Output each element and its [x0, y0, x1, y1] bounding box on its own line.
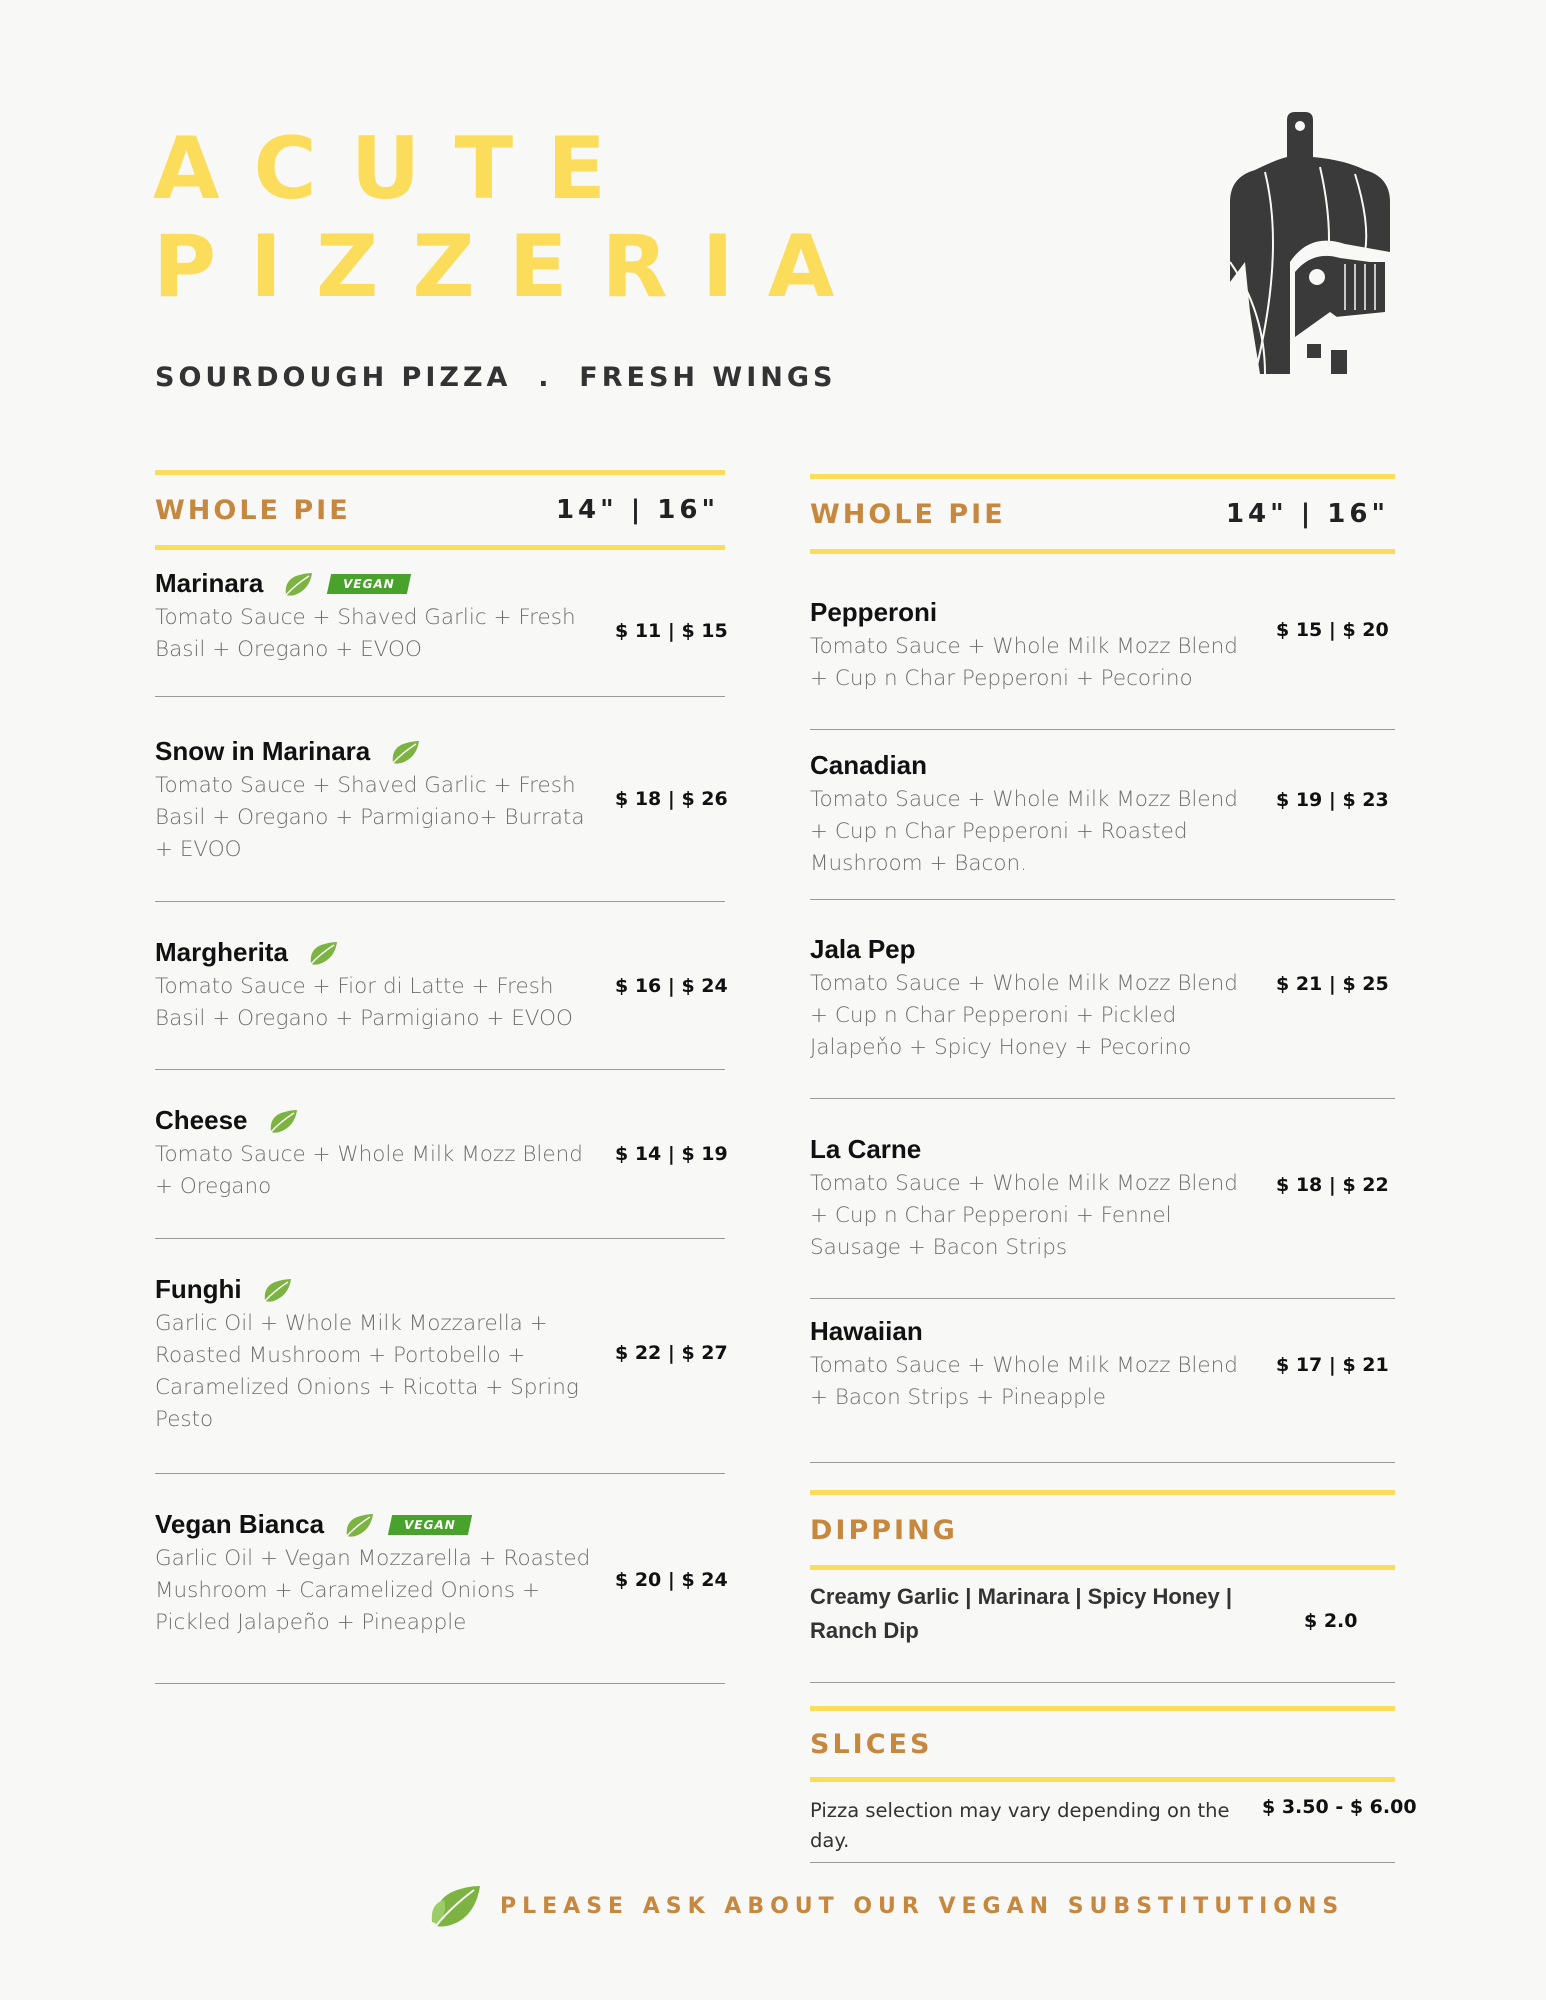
size-labels: 14" | 16": [1225, 499, 1389, 529]
item-name: [810, 934, 916, 965]
item-name-text: La Carne: [810, 1134, 922, 1164]
menu-item: [810, 1098, 1395, 1299]
item-price: $ 11 | $ 15: [615, 620, 728, 642]
leaf-icon: [430, 1882, 482, 1930]
tagline: SOURDOUGH PIZZA . FRESH WINGS: [155, 362, 837, 393]
item-description: Tomato Sauce + Whole Milk Mozz Blend + Cup n Char Pepperoni + Pecorino: [810, 634, 1238, 691]
item-price: $ 20 | $ 24: [615, 1569, 728, 1591]
item-description: Tomato Sauce + Whole Milk Mozz Blend + Cup n Char Pepperoni + Pickled Jalapeňo + Spicy Honey + Pecorino: [810, 971, 1238, 1060]
item-name: [155, 1105, 298, 1136]
item-price: $ 17 | $ 21: [1276, 1354, 1389, 1376]
item-name-text: Jala Pep: [810, 934, 916, 964]
size-labels: 14" | 16": [555, 495, 719, 525]
item-description: Garlic Oil + Whole Milk Mozzarella + Roasted Mushroom + Portobello + Caramelized Onions + Ricotta + Spring Pesto: [155, 1311, 579, 1432]
item-name-text: Cheese: [155, 1105, 248, 1135]
item-description: Tomato Sauce + Whole Milk Mozz Blend + Cup n Char Pepperoni + Roasted Mushroom + Bacon.: [810, 787, 1238, 876]
menu-item: [810, 899, 1395, 1099]
leaf-icon: [268, 1108, 298, 1134]
slices-item: [810, 1782, 1417, 1863]
item-name-text: Margherita: [155, 937, 288, 967]
restaurant-title: [153, 120, 868, 316]
left-menu-column: [155, 470, 725, 550]
title-line-1: ACUTE: [153, 119, 640, 219]
slices-title: SLICES: [810, 1728, 933, 1760]
item-name: [810, 1316, 923, 1347]
item-name: [810, 1134, 921, 1165]
item-description: Tomato Sauce + Whole Milk Mozz Blend + Cup n Char Pepperoni + Fennel Sausage + Bacon Strips: [810, 1171, 1238, 1260]
right-menu-column: [810, 474, 1395, 554]
item-name: [155, 1509, 470, 1540]
item-price: $ 22 | $ 27: [615, 1342, 728, 1364]
item-description: Tomato Sauce + Whole Milk Mozz Blend + Bacon Strips + Pineapple: [810, 1353, 1238, 1410]
menu-item: [155, 1069, 728, 1239]
leaf-icon: [283, 571, 313, 597]
item-name: [155, 736, 420, 767]
dipping-item: [810, 1570, 1395, 1683]
item-description: Tomato Sauce + Shaved Garlic + Fresh Basil + Oregano + EVOO: [155, 605, 576, 662]
item-name-text: Snow in Marinara: [155, 736, 371, 766]
item-price: $ 14 | $ 19: [615, 1143, 728, 1165]
slices-header: [810, 1706, 1395, 1782]
section-title: WHOLE PIE: [810, 498, 1006, 530]
footer: [430, 1882, 1344, 1930]
menu-item: [155, 548, 728, 697]
dipping-title: DIPPING: [810, 1514, 958, 1546]
vegan-badge: VEGAN: [327, 574, 411, 594]
item-name-text: Hawaiian: [810, 1316, 923, 1346]
item-name-text: Vegan Bianca: [155, 1509, 325, 1539]
item-name: [155, 568, 409, 599]
item-name: [810, 750, 927, 781]
pizza-board-barn-logo-icon: [1225, 112, 1395, 377]
dipping-price: $ 2.0: [1304, 1610, 1358, 1632]
menu-item: [155, 1238, 728, 1474]
item-price: $ 15 | $ 20: [1276, 619, 1389, 641]
dipping-options: Creamy Garlic | Marinara | Spicy Honey | Ranch Dip: [810, 1584, 1232, 1643]
leaf-icon: [262, 1277, 292, 1303]
item-name: [155, 1274, 292, 1305]
section-title: WHOLE PIE: [155, 494, 351, 526]
whole-pie-header-right: [810, 474, 1395, 554]
menu-item: [810, 1298, 1395, 1463]
item-name-text: Canadian: [810, 750, 928, 780]
leaf-icon: [390, 739, 420, 765]
slices-section: [810, 1706, 1417, 1852]
item-name: [810, 597, 937, 628]
leaf-icon: [344, 1512, 374, 1538]
title-line-2: PIZZERIA: [153, 217, 869, 317]
item-name-text: Pepperoni: [810, 597, 938, 627]
dipping-header: [810, 1490, 1395, 1570]
item-price: $ 21 | $ 25: [1276, 973, 1389, 995]
menu-item: [155, 696, 728, 902]
item-name-text: Funghi: [155, 1274, 242, 1304]
item-name: [155, 937, 338, 968]
item-description: Garlic Oil + Vegan Mozzarella + Roasted Mushroom + Caramelized Onions + Pickled Jalapeño + Pineapple: [155, 1546, 591, 1635]
footer-text: PLEASE ASK ABOUT OUR VEGAN SUBSTITUTIONS: [500, 1893, 1345, 1919]
menu-item: [155, 901, 728, 1070]
menu-item: [810, 555, 1395, 730]
item-price: $ 16 | $ 24: [615, 975, 728, 997]
item-name-text: Marinara: [155, 568, 264, 598]
whole-pie-header-left: [155, 470, 725, 550]
item-description: Tomato Sauce + Fior di Latte + Fresh Basil + Oregano + Parmigiano + EVOO: [155, 974, 573, 1031]
slices-price: $ 3.50 - $ 6.00: [1262, 1796, 1417, 1818]
menu-item: [155, 1473, 728, 1684]
dipping-section: [810, 1490, 1395, 1643]
item-price: $ 18 | $ 22: [1276, 1174, 1389, 1196]
menu-item: [810, 729, 1395, 900]
item-price: $ 18 | $ 26: [615, 788, 728, 810]
leaf-icon: [308, 940, 338, 966]
vegan-badge: VEGAN: [388, 1515, 472, 1535]
slices-description: Pizza selection may vary depending on the day.: [810, 1799, 1230, 1852]
item-price: $ 19 | $ 23: [1276, 789, 1389, 811]
item-description: Tomato Sauce + Whole Milk Mozz Blend + Oregano: [155, 1142, 583, 1199]
item-description: Tomato Sauce + Shaved Garlic + Fresh Basil + Oregano + Parmigiano+ Burrata + EVOO: [155, 773, 585, 862]
